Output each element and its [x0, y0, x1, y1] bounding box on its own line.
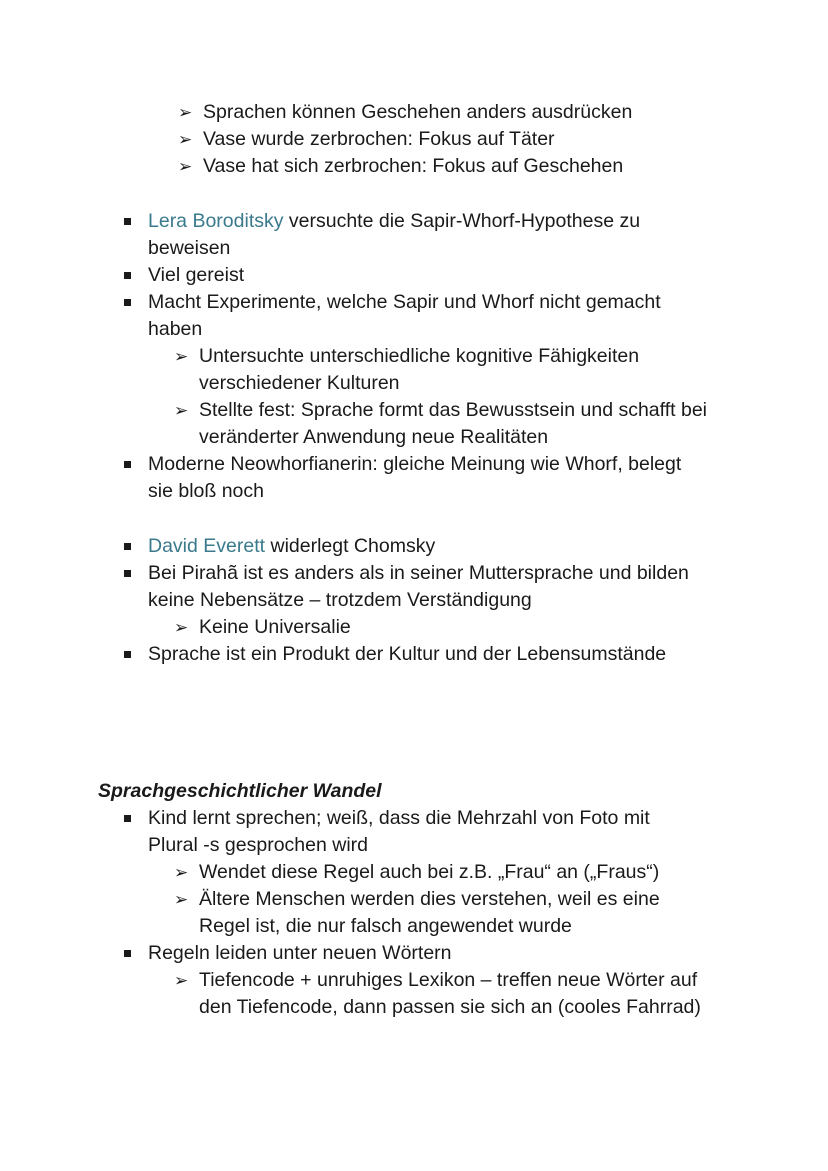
- list-item: Kind lernt sprechen; weiß, dass die Mehrzahl von Foto mit: [148, 807, 650, 829]
- list-item-continuation: Regel ist, die nur falsch angewendet wurde: [199, 915, 572, 937]
- list-item-continuation: beweisen: [148, 237, 231, 259]
- square-bullet-icon: [124, 299, 131, 306]
- list-item: Moderne Neowhorfianerin: gleiche Meinung wie Whorf, belegt: [148, 453, 682, 475]
- arrow-bullet-icon: ➢: [174, 347, 189, 366]
- arrow-bullet-icon: ➢: [174, 890, 189, 909]
- list-item: Macht Experimente, welche Sapir und Whorf nicht gemacht: [148, 291, 661, 313]
- square-bullet-icon: [124, 461, 131, 468]
- list-item-continuation: verschiedener Kulturen: [199, 372, 400, 394]
- list-item-continuation: veränderter Anwendung neue Realitäten: [199, 426, 549, 448]
- section-heading: Sprachgeschichtlicher Wandel: [98, 780, 382, 802]
- list-item-continuation: den Tiefencode, dann passen sie sich an (cooles Fahrrad): [199, 996, 701, 1018]
- list-item-continuation: sie bloß noch: [148, 480, 264, 502]
- list-item: Lera Boroditsky versuchte die Sapir-Whorf-Hypothese zu: [148, 210, 641, 232]
- person-name: David Everett: [148, 535, 266, 557]
- square-bullet-icon: [124, 272, 131, 279]
- arrow-bullet-icon: ➢: [178, 130, 193, 149]
- arrow-bullet-icon: ➢: [174, 863, 189, 882]
- square-bullet-icon: [124, 950, 131, 957]
- list-item: Tiefencode + unruhiges Lexikon – treffen neue Wörter auf: [199, 969, 698, 991]
- list-item: Regeln leiden unter neuen Wörtern: [148, 942, 452, 964]
- list-item: Untersuchte unterschiedliche kognitive Fähigkeiten: [199, 345, 640, 367]
- arrow-bullet-icon: ➢: [174, 401, 189, 420]
- list-item: Wendet diese Regel auch bei z.B. „Frau“ an („Fraus“): [199, 861, 660, 883]
- arrow-bullet-icon: ➢: [174, 971, 189, 990]
- list-item: Vase wurde zerbrochen: Fokus auf Täter: [203, 128, 555, 150]
- list-item: Sprachen können Geschehen anders ausdrücken: [203, 101, 633, 123]
- square-bullet-icon: [124, 543, 131, 550]
- arrow-bullet-icon: ➢: [174, 618, 189, 637]
- square-bullet-icon: [124, 651, 131, 658]
- list-item: David Everett widerlegt Chomsky: [148, 535, 436, 557]
- list-item: Stellte fest: Sprache formt das Bewusstsein und schafft bei: [199, 399, 707, 421]
- square-bullet-icon: [124, 570, 131, 577]
- list-item: Ältere Menschen werden dies verstehen, weil es eine: [199, 888, 660, 910]
- arrow-bullet-icon: ➢: [178, 103, 193, 122]
- list-item-continuation: keine Nebensätze – trotzdem Verständigung: [148, 589, 532, 611]
- list-item-continuation: Plural -s gesprochen wird: [148, 834, 369, 856]
- square-bullet-icon: [124, 218, 131, 225]
- list-item-continuation: haben: [148, 318, 203, 340]
- list-item: Sprache ist ein Produkt der Kultur und der Lebensumstände: [148, 643, 667, 665]
- list-item: Viel gereist: [148, 264, 245, 286]
- list-item: Bei Pirahã ist es anders als in seiner Muttersprache und bilden: [148, 562, 689, 584]
- person-name: Lera Boroditsky: [148, 210, 284, 232]
- arrow-bullet-icon: ➢: [178, 157, 193, 176]
- list-item: Vase hat sich zerbrochen: Fokus auf Geschehen: [203, 155, 624, 177]
- list-item: Keine Universalie: [199, 616, 351, 638]
- square-bullet-icon: [124, 815, 131, 822]
